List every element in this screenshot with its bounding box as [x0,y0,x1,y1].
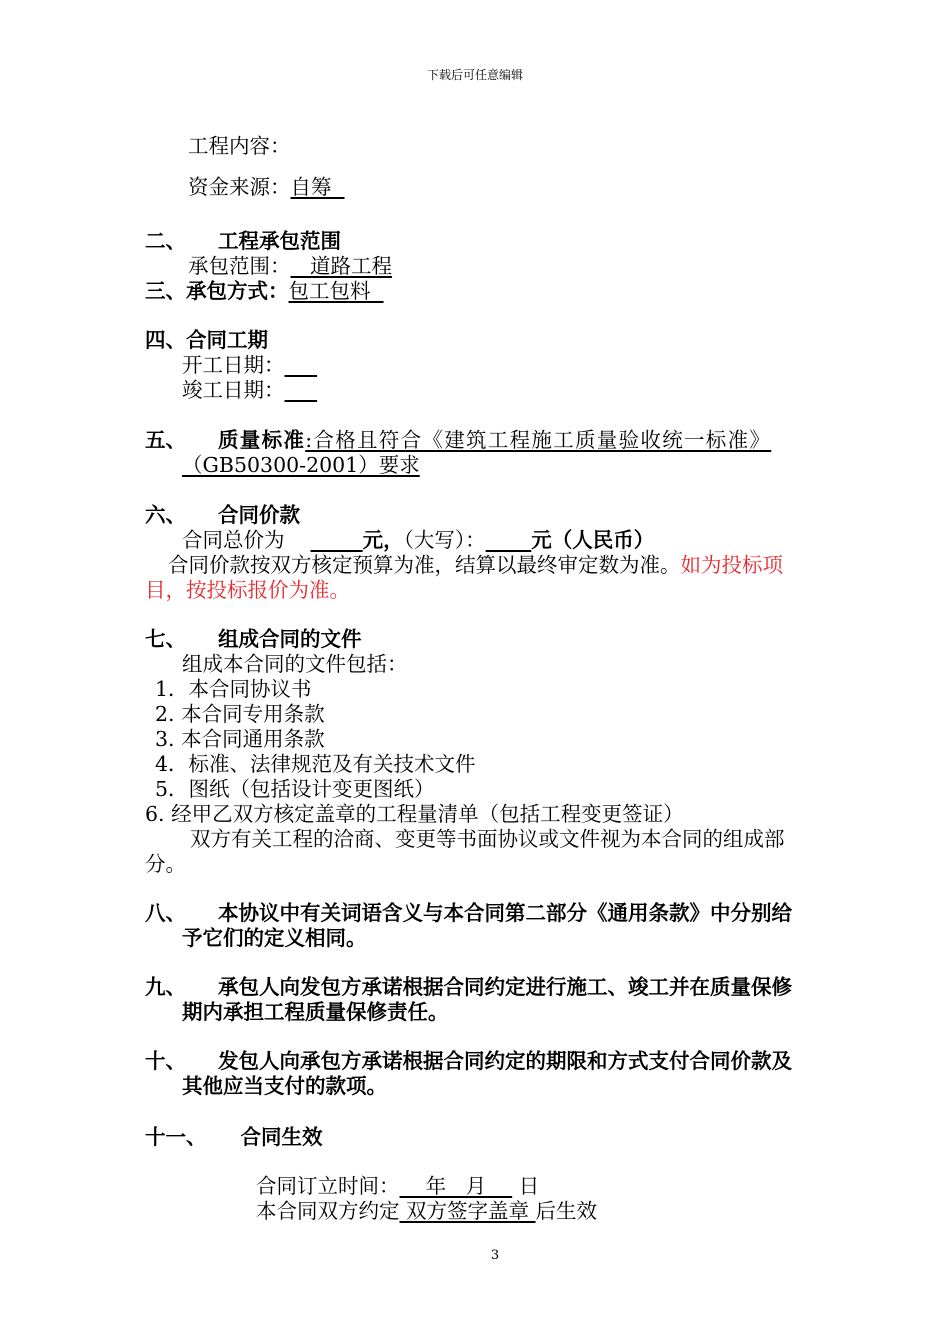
section-8-continued: 予它们的定义相同。 [182,926,367,950]
list-item: 6. 经甲乙双方核定盖章的工程量清单（包括工程变更签证） [145,802,684,826]
list-item: 4．标准、法律规范及有关技术文件 [155,752,476,776]
section-4-heading: 四、合同工期 [145,328,268,352]
section-10-heading: 十、 发包人向承包方承诺根据合同约定的期限和方式支付合同价款及 [145,1049,792,1073]
finish-date-line: 竣工日期： [182,378,285,402]
documents-intro: 组成本合同的文件包括： [182,652,408,676]
fund-source-line: 资金来源：自筹 [188,175,345,199]
total-price-line: 合同总价为 元，（大写）： 元（人民币） [182,528,655,552]
bid-note: 如为投标项 [680,553,783,577]
page-header: 下载后可任意编辑 [426,68,523,82]
effective-condition: 双方签字盖章 [399,1199,536,1223]
contract-method-value: 包工包料 [288,279,384,303]
section-10-continued: 其他应当支付的款项。 [182,1074,387,1098]
list-item: 1．本合同协议书 [155,677,312,701]
documents-note-continued: 分。 [145,852,186,876]
section-6-heading: 六、 合同价款 [145,503,300,527]
section-7-heading: 七、 组成合同的文件 [145,627,362,651]
documents-note: 双方有关工程的洽商、变更等书面协议或文件视为本合同的组成部 [190,827,785,851]
section-3-heading: 三、承包方式：包工包料 [145,279,384,303]
section-9-heading: 九、 承包人向发包方承诺根据合同约定进行施工、竣工并在质量保修 [145,975,792,999]
fund-source-value: 自筹 [290,175,345,199]
section-8-heading: 八、 本协议中有关词语含义与本合同第二部分《通用条款》中分别给 [145,901,792,925]
scope-value: 道路工程 [290,254,393,278]
section-9-continued: 期内承担工程质量保修责任。 [182,1000,449,1024]
start-date-line: 开工日期： [182,353,285,377]
effective-line: 本合同双方约定 双方签字盖章 后生效 [256,1199,598,1223]
signing-date-blank: 年 月 [399,1174,513,1198]
section-11-heading: 十一、 合同生效 [145,1125,323,1149]
scope-line: 承包范围： 道路工程 [188,254,393,278]
page-number: 3 [490,1248,500,1263]
quality-standard-value: :合格且符合《建筑工程施工质量验收统一标准》 [305,428,772,452]
section-2-heading: 二、 工程承包范围 [145,229,341,253]
quality-standard-continued: （GB50300-2001）要求 [182,453,420,477]
list-item: 3. 本合同通用条款 [155,727,325,751]
list-item: 5．图纸（包括设计变更图纸） [155,777,435,801]
signing-time-line: 合同订立时间： 年 月 日 [256,1174,540,1198]
section-5-heading: 五、 质量标准:合格且符合《建筑工程施工质量验收统一标准》 [145,428,772,452]
project-content-label: 工程内容： [188,134,291,158]
list-item: 2. 本合同专用条款 [155,702,325,726]
price-basis-line: 合同价款按双方核定预算为准，结算以最终审定数为准。如为投标项 [168,553,783,577]
bid-note-continued: 目，按投标报价为准。 [145,578,350,602]
